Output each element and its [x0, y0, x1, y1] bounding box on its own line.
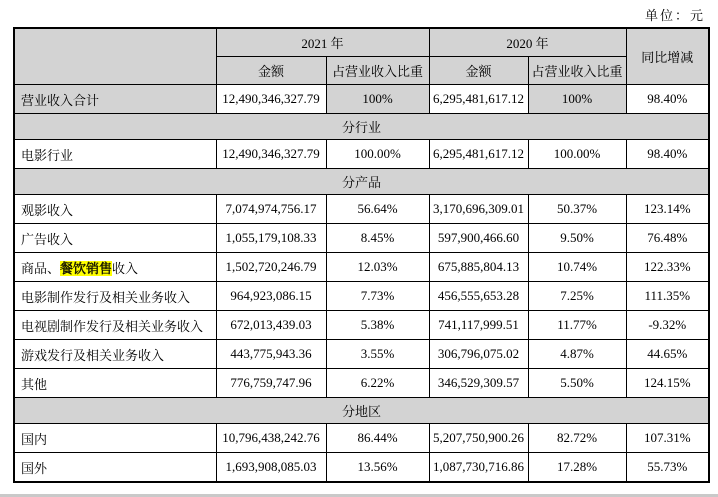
cell-pct-2020: 10.74%	[528, 253, 626, 282]
cell-pct-2020: 11.77%	[528, 311, 626, 340]
cell-pct-2020: 5.50%	[528, 369, 626, 398]
section-row-industry	[14, 114, 709, 140]
cell-amount-2021: 443,775,943.36	[216, 340, 326, 369]
cell-pct-2021: 8.45%	[326, 224, 429, 253]
row-label: 广告收入	[14, 224, 216, 253]
header-corner	[14, 28, 216, 85]
cell-amount-2020: 6,295,481,617.12	[429, 85, 528, 114]
row-label: 游戏发行及相关业务收入	[14, 340, 216, 369]
cell-pct-2021: 86.44%	[326, 424, 429, 453]
cell-yoy: 44.65%	[626, 340, 709, 369]
table-row-highlighted	[14, 253, 709, 282]
cell-pct-2021: 56.64%	[326, 195, 429, 224]
header-amount-2020: 金额	[429, 57, 528, 85]
cell-pct-2021: 12.03%	[326, 253, 429, 282]
cell-yoy: 98.40%	[626, 85, 709, 114]
row-label: 电影制作发行及相关业务收入	[14, 282, 216, 311]
cell-pct-2020: 100%	[528, 85, 626, 114]
cell-pct-2020: 4.87%	[528, 340, 626, 369]
cell-amount-2020: 306,796,075.02	[429, 340, 528, 369]
section-label: 分产品	[14, 169, 709, 195]
row-label: 其他	[14, 369, 216, 398]
cell-amount-2020: 675,885,804.13	[429, 253, 528, 282]
table-row	[14, 311, 709, 340]
header-amount-2021: 金额	[216, 57, 326, 85]
section-row-product	[14, 169, 709, 195]
table-row	[14, 140, 709, 169]
table-row-total	[14, 85, 709, 114]
cell-yoy: -9.32%	[626, 311, 709, 340]
row-label: 营业收入合计	[14, 85, 216, 114]
cell-amount-2021: 12,490,346,327.79	[216, 85, 326, 114]
row-label: 观影收入	[14, 195, 216, 224]
row-label	[14, 253, 216, 282]
cell-amount-2020: 6,295,481,617.12	[429, 140, 528, 169]
cell-amount-2021: 12,490,346,327.79	[216, 140, 326, 169]
header-year-2021: 2021 年	[216, 28, 429, 57]
row-label: 电视剧制作发行及相关业务收入	[14, 311, 216, 340]
header-pct-2020: 占营业收入比重	[528, 57, 626, 85]
cell-amount-2021: 7,074,974,756.17	[216, 195, 326, 224]
cell-amount-2020: 3,170,696,309.01	[429, 195, 528, 224]
cell-pct-2020: 50.37%	[528, 195, 626, 224]
cell-amount-2020: 1,087,730,716.86	[429, 453, 528, 483]
table-row	[14, 340, 709, 369]
row-label: 国内	[14, 424, 216, 453]
cell-pct-2020: 7.25%	[528, 282, 626, 311]
section-label: 分行业	[14, 114, 709, 140]
cell-pct-2020: 82.72%	[528, 424, 626, 453]
section-label: 分地区	[14, 398, 709, 424]
table-row	[14, 224, 709, 253]
cell-pct-2021: 13.56%	[326, 453, 429, 483]
cell-amount-2020: 346,529,309.57	[429, 369, 528, 398]
cell-amount-2021: 10,796,438,242.76	[216, 424, 326, 453]
cell-yoy: 55.73%	[626, 453, 709, 483]
cell-amount-2021: 1,693,908,085.03	[216, 453, 326, 483]
cell-amount-2021: 672,013,439.03	[216, 311, 326, 340]
header-pct-2021: 占营业收入比重	[326, 57, 429, 85]
cell-amount-2020: 597,900,466.60	[429, 224, 528, 253]
cell-pct-2020: 17.28%	[528, 453, 626, 483]
cell-amount-2020: 456,555,653.28	[429, 282, 528, 311]
table-row	[14, 453, 709, 483]
cell-yoy: 124.15%	[626, 369, 709, 398]
cell-yoy: 122.33%	[626, 253, 709, 282]
cell-amount-2020: 741,117,999.51	[429, 311, 528, 340]
table-row	[14, 424, 709, 453]
cell-pct-2021: 3.55%	[326, 340, 429, 369]
cell-amount-2021: 964,923,086.15	[216, 282, 326, 311]
cell-yoy: 76.48%	[626, 224, 709, 253]
cell-pct-2021: 5.38%	[326, 311, 429, 340]
cell-yoy: 107.31%	[626, 424, 709, 453]
cell-amount-2021: 1,055,179,108.33	[216, 224, 326, 253]
cell-amount-2021: 1,502,720,246.79	[216, 253, 326, 282]
unit-label: 单位：元	[644, 8, 705, 23]
header-year-2020: 2020 年	[429, 28, 626, 57]
section-row-region	[14, 398, 709, 424]
table-row	[14, 282, 709, 311]
table-row	[14, 195, 709, 224]
cell-pct-2021: 7.73%	[326, 282, 429, 311]
cell-amount-2020: 5,207,750,900.26	[429, 424, 528, 453]
cell-pct-2021: 100.00%	[326, 140, 429, 169]
cell-pct-2020: 100.00%	[528, 140, 626, 169]
cell-yoy: 98.40%	[626, 140, 709, 169]
cell-amount-2021: 776,759,747.96	[216, 369, 326, 398]
label-suffix: 收入	[112, 260, 139, 276]
revenue-breakdown-table	[13, 27, 710, 483]
cell-yoy: 111.35%	[626, 282, 709, 311]
table-row	[14, 369, 709, 398]
header-yoy: 同比增减	[626, 28, 709, 85]
row-label: 电影行业	[14, 140, 216, 169]
highlighted-text: 餐饮销售	[60, 260, 113, 276]
cell-yoy: 123.14%	[626, 195, 709, 224]
row-label: 国外	[14, 453, 216, 483]
header-row-years	[14, 28, 709, 57]
cell-pct-2021: 6.22%	[326, 369, 429, 398]
label-prefix: 商品、	[21, 260, 61, 276]
cell-pct-2021: 100%	[326, 85, 429, 114]
cell-pct-2020: 9.50%	[528, 224, 626, 253]
